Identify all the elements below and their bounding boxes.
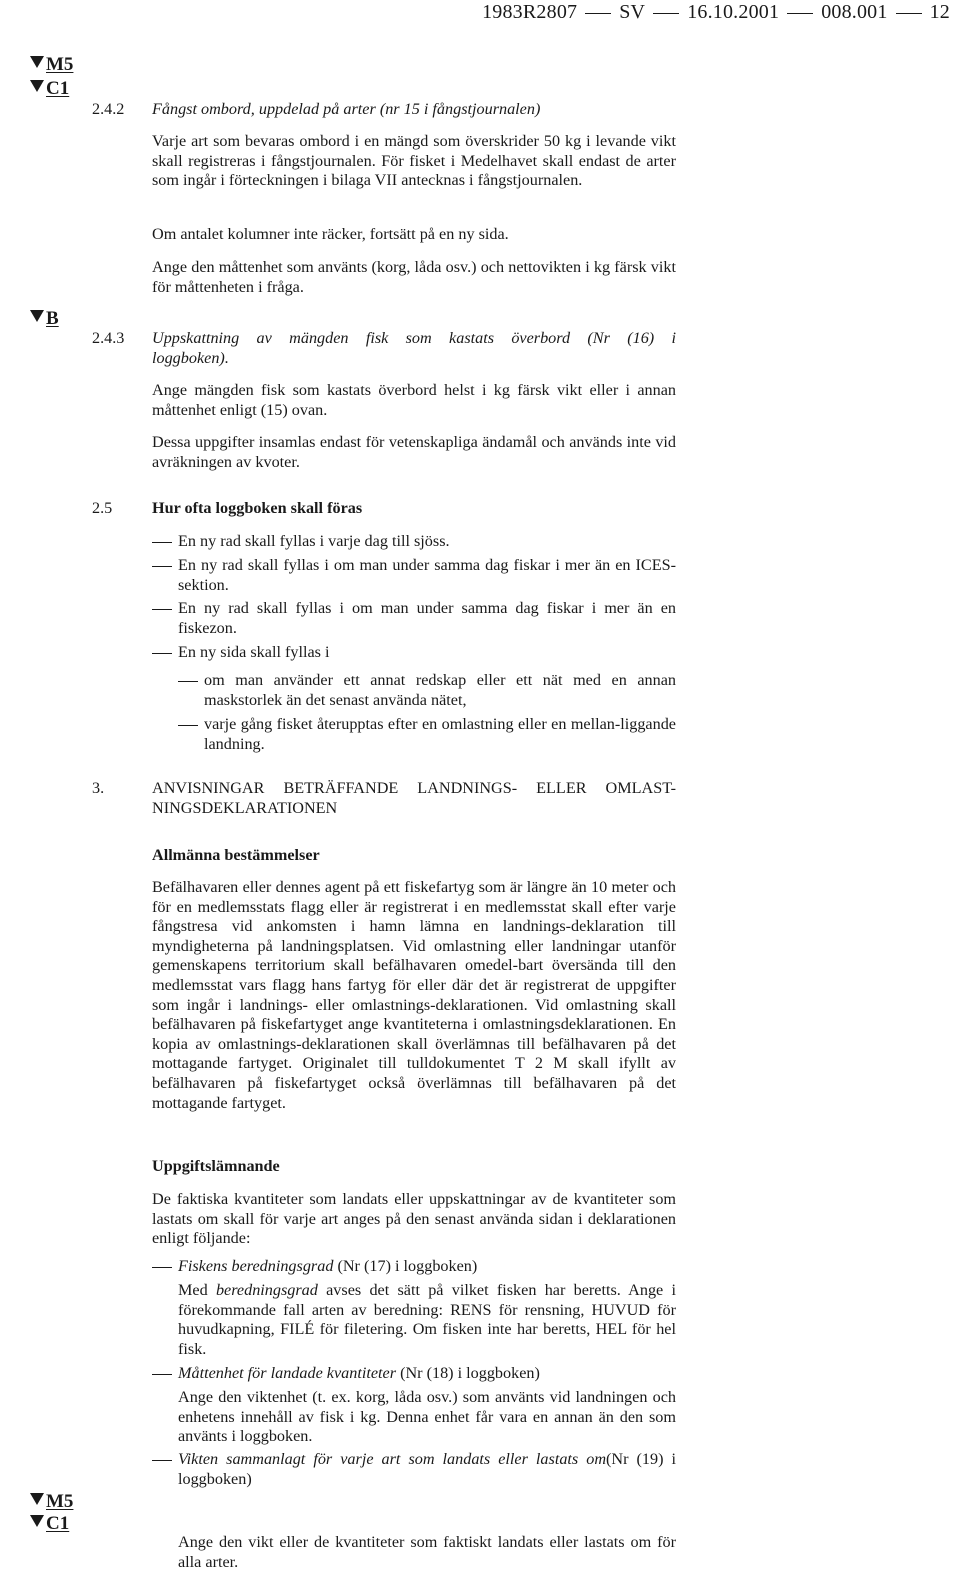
page-number: 12 xyxy=(929,1,950,23)
dash xyxy=(152,532,172,552)
doc-date: 16.10.2001 xyxy=(687,1,780,23)
doc-version: 008.001 xyxy=(821,1,888,23)
paragraph: Ange mängden fisk som kastats överbord helst i kg färsk vikt eller i annan måttenhet enligt (15) ovan. xyxy=(152,381,676,419)
paragraph: Om antalet kolumner inte räcker, fortsätt på en ny sida. xyxy=(152,225,509,243)
marker-c1: C1 xyxy=(30,79,69,99)
paragraph: Dessa uppgifter insamlas endast för vetenskapliga ändamål och används inte vid avräkningen av kvoter. xyxy=(152,433,676,471)
doc-id: 1983R2807 xyxy=(482,1,578,23)
list-item: Vikten sammanlagt för varje art som landats eller lastats om(Nr (19) i loggboken) xyxy=(178,1450,676,1488)
dash xyxy=(653,13,679,14)
triangle-down-icon xyxy=(30,310,44,322)
list-item: Måttenhet för landade kvantiteter (Nr (18) i loggboken) xyxy=(178,1364,540,1382)
section-number: 3. xyxy=(92,779,105,797)
marker-c1: C1 xyxy=(30,1514,69,1534)
dash xyxy=(152,556,172,576)
paragraph: Med beredningsgrad avses det sätt på vilket fisken har beretts. Ange i förekommande fall arten av beredning: RENS för rensning, HUVUD för huvudkapning, FILÉ för filetering. Om fisken inte har beretts, HEL för hel fisk. xyxy=(178,1281,676,1358)
paragraph: De faktiska kvantiteter som landats eller uppskattningar av de kvantiteter som lastats om skall för varje art anges på den senast använda sidan i deklarationen enligt följande: xyxy=(152,1190,676,1248)
doc-lang: SV xyxy=(619,1,646,23)
list-item: En ny rad skall fyllas i om man under samma dag fiskar i mer än en ICES-sektion. xyxy=(178,556,676,594)
dash xyxy=(178,671,198,691)
dash xyxy=(585,13,611,14)
dash xyxy=(152,1450,172,1470)
subheading: Uppgiftslämnande xyxy=(152,1157,280,1175)
section-title: ANVISNINGAR BETRÄFFANDE LANDNINGS- ELLER OMLAST-NINGSDEKLARATIONEN xyxy=(152,779,676,817)
section-title: Uppskattning av mängden fisk som kastats överbord (Nr (16) i loggboken). xyxy=(152,329,676,367)
sub-list-item: varje gång fisket återupptas efter en omlastning eller en mellan-liggande landning. xyxy=(204,715,676,753)
marker-m5: M5 xyxy=(30,55,73,75)
subheading: Allmänna bestämmelser xyxy=(152,846,320,864)
sub-list-item: om man använder ett annat redskap eller ett nät med en annan maskstorlek än det senast använda nätet, xyxy=(204,671,676,709)
marker-b: B xyxy=(30,309,59,329)
list-item: En ny sida skall fyllas i xyxy=(178,643,330,661)
page-header xyxy=(482,3,950,23)
section-number: 2.5 xyxy=(92,499,113,517)
section-number: 2.4.3 xyxy=(92,329,125,347)
triangle-down-icon xyxy=(30,80,44,92)
list-item: En ny rad skall fyllas i om man under samma dag fiskar i mer än en fiskezon. xyxy=(178,599,676,637)
paragraph: Ange den viktenhet (t. ex. korg, låda osv.) som använts vid landningen och enhetens innehåll av fisk i kg. Denna enhet får vara en annan än den som använts i loggboken. xyxy=(178,1388,676,1446)
triangle-down-icon xyxy=(30,1493,44,1505)
triangle-down-icon xyxy=(30,1515,44,1527)
dash xyxy=(787,13,813,14)
triangle-down-icon xyxy=(30,56,44,68)
dash xyxy=(152,643,172,663)
dash xyxy=(152,599,172,619)
paragraph: Varje art som bevaras ombord i en mängd som överskrider 50 kg i levande vikt skall registreras i fångstjournalen. För fisket i Medelhavet skall endast de arter som ingår i förteckningen i bilaga VII antecknas i fångstjournalen. xyxy=(152,132,676,190)
section-title: Fångst ombord, uppdelad på arter (nr 15 i fångstjournalen) xyxy=(152,100,541,118)
dash xyxy=(178,715,198,735)
paragraph: Ange den måttenhet som använts (korg, låda osv.) och nettovikten i kg färsk vikt för måttenheten i fråga. xyxy=(152,258,676,296)
list-item: En ny rad skall fyllas i varje dag till sjöss. xyxy=(178,532,450,550)
list-item: Fiskens beredningsgrad (Nr (17) i loggboken) xyxy=(178,1257,478,1275)
dash xyxy=(152,1257,172,1277)
paragraph: Befälhavaren eller dennes agent på ett fiskefartyg som är längre än 10 meter och för en medlemsstats flagg eller är registrerat i en medlemsstat skall efter varje fångstresa vid ankomsten i hamn lämna en landnings-deklaration till myndigheterna på landningsplatsen. Vid omlastning eller landningar utanför gemenskapens territorium skall befälhavaren omedel-bart översända till den medlemsstat vars flagg hans fartyg för eller där det är registrerat de uppgifter som ingår i landnings- eller omlastnings-deklarationen. Vid omlastning skall befälhavaren på fiskefartyget ange kvantiteterna i omlastningsdeklarationen. En kopia av omlastnings-deklarationen skall överlämnas till befälhavaren på det mottagande fartyget. Originalet till tulldokumentet T 2 M skall ifyllt av befälhavaren på fiskefartyget också överlämnas till befälhavaren på det mottagande fartyget. xyxy=(152,878,676,1112)
dash xyxy=(152,1364,172,1384)
section-number: 2.4.2 xyxy=(92,100,125,118)
paragraph: Ange den vikt eller de kvantiteter som faktiskt landats eller lastats om för alla arter. xyxy=(178,1533,676,1571)
section-title: Hur ofta loggboken skall föras xyxy=(152,499,363,517)
marker-m5: M5 xyxy=(30,1492,73,1512)
dash xyxy=(896,13,922,14)
